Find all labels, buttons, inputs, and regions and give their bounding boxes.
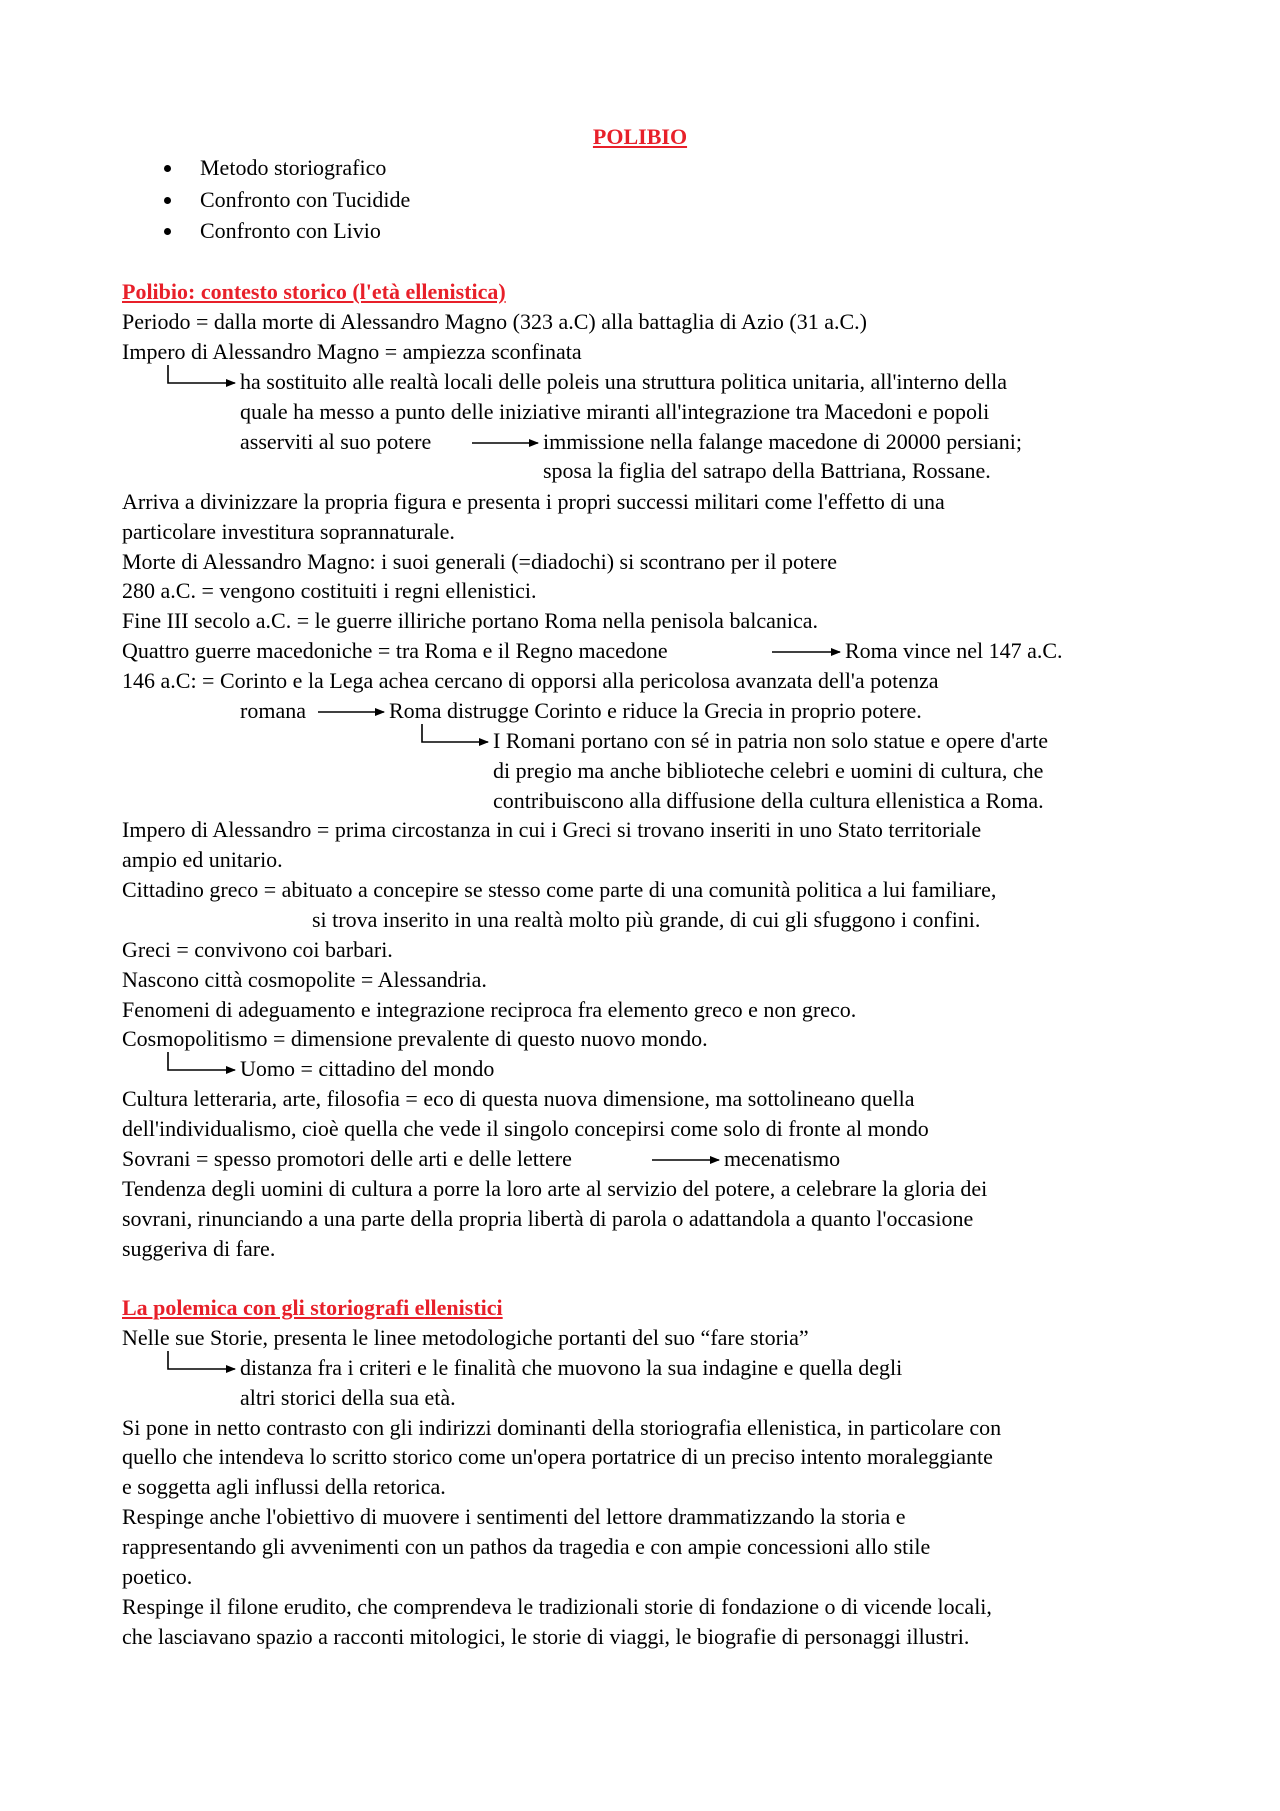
text-line: Impero di Alessandro = prima circostanza in cui i Greci si trovano inseriti in uno Stato territoriale	[122, 817, 982, 842]
text-line: Impero di Alessandro Magno = ampiezza sconfinata	[122, 339, 582, 364]
text-line: Nelle sue Storie, presenta le linee metodologiche portanti del suo “fare storia”	[122, 1325, 809, 1350]
text-line: Fine III secolo a.C. = le guerre illiriche portano Roma nella penisola balcanica.	[122, 608, 818, 633]
text-line: 280 a.C. = vengono costituiti i regni ellenistici.	[122, 578, 537, 603]
text-line: romana	[240, 698, 306, 723]
bent-arrow-icon	[168, 365, 235, 383]
text-line: dell'individualismo, cioè quella che vede il singolo concepirsi come solo di fronte al mondo	[122, 1116, 929, 1141]
list-item: Metodo storiografico	[160, 153, 410, 185]
list-item: Confronto con Livio	[160, 216, 410, 248]
text-line: asserviti al suo potere	[240, 429, 432, 454]
text-line: Morte di Alessandro Magno: i suoi generali (=diadochi) si scontrano per il potere	[122, 549, 838, 574]
text-line: quello che intendeva lo scritto storico come un'opera portatrice di un preciso intento moraleggiante	[122, 1444, 993, 1469]
text-line: Fenomeni di adeguamento e integrazione reciproca fra elemento greco e non greco.	[122, 997, 857, 1022]
text-line: immissione nella falange macedone di 20000 persiani;	[543, 429, 1022, 454]
text-line: sposa la figlia del satrapo della Battriana, Rossane.	[543, 458, 991, 483]
bent-arrow-icon	[168, 1351, 235, 1369]
text-line: Nascono città cosmopolite = Alessandria.	[122, 967, 487, 992]
text-line: che lasciavano spazio a racconti mitologici, le storie di viaggi, le biografie di personaggi illustri.	[122, 1624, 970, 1649]
text-line: quale ha messo a punto delle iniziative miranti all'integrazione tra Macedoni e popoli	[240, 399, 990, 424]
text-line: mecenatismo	[724, 1146, 841, 1171]
text-line: suggeriva di fare.	[122, 1236, 276, 1261]
text-line: altri storici della sua età.	[240, 1385, 456, 1410]
text-line: Tendenza degli uomini di cultura a porre la loro arte al servizio del potere, a celebrare la gloria dei	[122, 1176, 988, 1201]
bent-arrow-icon	[422, 724, 488, 742]
text-line: ampio ed unitario.	[122, 847, 283, 872]
text-line: poetico.	[122, 1564, 193, 1589]
list-item: Confronto con Tucidide	[160, 185, 410, 217]
text-line: Cittadino greco = abituato a concepire se stesso come parte di una comunità politica a lui familiare,	[122, 877, 997, 902]
text-line: particolare investitura soprannaturale.	[122, 519, 455, 544]
text-line: Si pone in netto contrasto con gli indirizzi dominanti della storiografia ellenistica, in particolare con	[122, 1415, 1002, 1440]
text-line: Greci = convivono coi barbari.	[122, 937, 393, 962]
text-line: di pregio ma anche biblioteche celebri e uomini di cultura, che	[493, 758, 1044, 783]
text-line: e soggetta agli influssi della retorica.	[122, 1474, 446, 1499]
page-title: POLIBIO	[592, 124, 688, 149]
text-line: Roma distrugge Corinto e riduce la Grecia in proprio potere.	[389, 698, 922, 723]
text-line: Cultura letteraria, arte, filosofia = eco di questa nuova dimensione, ma sottolineano quella	[122, 1086, 915, 1111]
section-heading: Polibio: contesto storico (l'età ellenistica)	[122, 279, 506, 304]
text-line: Sovrani = spesso promotori delle arti e delle lettere	[122, 1146, 572, 1171]
text-line: distanza fra i criteri e le finalità che muovono la sua indagine e quella degli	[240, 1355, 903, 1380]
text-line: Roma vince nel 147 a.C.	[845, 638, 1063, 663]
text-line: Quattro guerre macedoniche = tra Roma e il Regno macedone	[122, 638, 668, 663]
text-line: I Romani portano con sé in patria non solo statue e opere d'arte	[493, 728, 1049, 753]
text-line: Periodo = dalla morte di Alessandro Magno (323 a.C) alla battaglia di Azio (31 a.C.)	[122, 309, 867, 334]
section-heading: La polemica con gli storiografi ellenistici	[122, 1295, 503, 1320]
text-line: Respinge il filone erudito, che comprendeva le tradizionali storie di fondazione o di vicende locali,	[122, 1594, 992, 1619]
text-line: Arriva a divinizzare la propria figura e presenta i propri successi militari come l'effetto di una	[122, 489, 945, 514]
text-line: sovrani, rinunciando a una parte della propria libertà di parola o adattandola a quanto l'occasione	[122, 1206, 974, 1231]
text-line: Cosmopolitismo = dimensione prevalente di questo nuovo mondo.	[122, 1026, 708, 1051]
text-line: contribuiscono alla diffusione della cultura ellenistica a Roma.	[493, 788, 1044, 813]
text-line: 146 a.C: = Corinto e la Lega achea cercano di opporsi alla pericolosa avanzata dell'a potenza	[122, 668, 939, 693]
text-line: Respinge anche l'obiettivo di muovere i sentimenti del lettore drammatizzando la storia e	[122, 1504, 906, 1529]
bent-arrow-icon	[168, 1052, 235, 1070]
text-line: ha sostituito alle realtà locali delle poleis una struttura politica unitaria, all'interno della	[240, 369, 1007, 394]
text-line: rappresentando gli avvenimenti con un pathos da tragedia e con ampie concessioni allo stile	[122, 1534, 931, 1559]
text-line: si trova inserito in una realtà molto più grande, di cui gli sfuggono i confini.	[312, 907, 981, 932]
text-line: Uomo = cittadino del mondo	[240, 1056, 495, 1081]
